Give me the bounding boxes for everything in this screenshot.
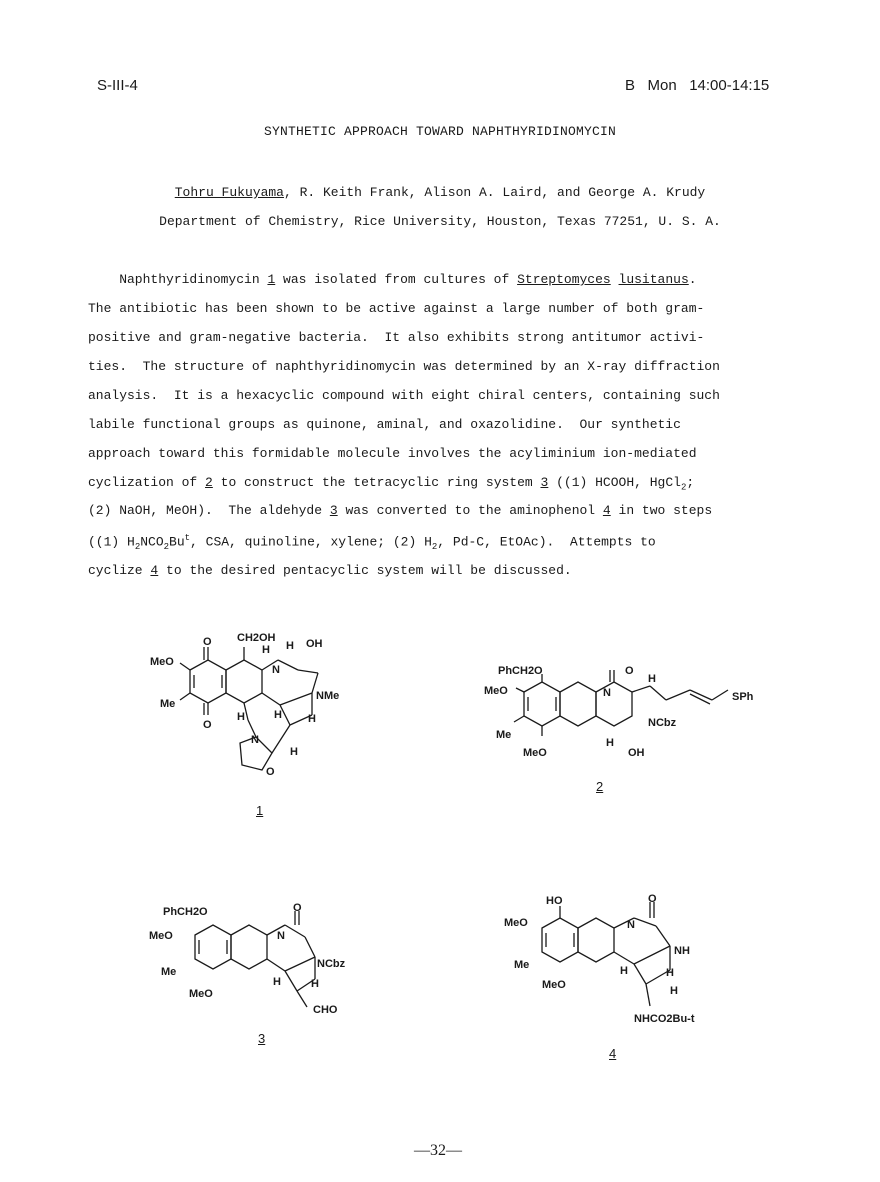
atom-nme: NMe [316, 690, 340, 702]
abstract-line-9: (2) NaOH, MeOH). The aldehyde 3 was converted to the aminophenol 4 in two steps [88, 503, 713, 518]
atom-n: N [603, 687, 611, 699]
atom-h1: H [262, 644, 270, 656]
compound-ref-2: 2 [205, 475, 213, 490]
structure-3-label: 3 [258, 1031, 266, 1046]
abstract-line-2: The antibiotic has been shown to be active against a large number of both gram- [88, 301, 705, 316]
atom-o2: O [203, 719, 212, 731]
compound-ref-3: 3 [540, 475, 549, 490]
structure-3 [149, 895, 375, 1025]
atom-h2: H [606, 737, 614, 749]
co-authors: , R. Keith Frank, Alison A. Laird, and George A. Krudy [283, 185, 706, 200]
atom-ho: HO [546, 895, 563, 907]
atom-n: N [627, 919, 635, 931]
atom-n2: N [251, 734, 259, 746]
structure-1-label: 1 [256, 803, 264, 818]
abstract-line-5: analysis. It is a hexacyclic compound with eight chiral centers, containing such [88, 388, 720, 403]
atom-h3: H [670, 985, 678, 997]
atom-h1: H [273, 976, 281, 988]
atom-h1: H [648, 673, 656, 685]
compound-ref-4b: 4 [150, 563, 159, 578]
abstract-line-10: ((1) $H_2NCO_2Bu^t$, CSA, quinoline, xylene; (2) $H_2$, Pd-C, EtOAc). Attempts to [88, 533, 656, 552]
atom-meo1: MeO [504, 917, 528, 929]
atom-o: O [648, 893, 657, 905]
atom-me: Me [161, 966, 177, 978]
atom-ch2oh: CH2OH [237, 632, 276, 644]
atom-o: O [625, 665, 634, 677]
atom-o1: O [203, 636, 212, 648]
atom-sph: SPh [732, 691, 754, 703]
atom-meo: MeO [150, 656, 174, 668]
atom-meo1: MeO [484, 685, 508, 697]
structure-1-naphthyridinomycin [140, 625, 370, 785]
atom-h2: H [286, 640, 294, 652]
session-code: S-III-4 [97, 77, 138, 94]
atom-oh: OH [628, 747, 645, 759]
atom-o3: O [266, 766, 275, 778]
species: lusitanus [618, 272, 689, 287]
abstract-line-7: approach toward this formidable molecule involves the acyliminium ion-mediated [88, 446, 697, 461]
compound-ref-4: 4 [602, 503, 611, 518]
abstract-line-6: labile functional groups as quinone, aminal, and oxazolidine. Our synthetic [88, 417, 681, 432]
atom-h5: H [308, 713, 316, 725]
abstract-line-1: Naphthyridinomycin 1 was isolated from cultures of Streptomyces lusitanus. [88, 272, 697, 287]
atom-h1: H [620, 965, 628, 977]
session-slot: B Mon 14:00-14:15 [625, 77, 770, 94]
atom-meo2: MeO [542, 979, 566, 991]
atom-meo2: MeO [523, 747, 547, 759]
atom-h2: H [311, 978, 319, 990]
atom-nh: NH [674, 945, 690, 957]
compound-ref-1: 1 [267, 272, 276, 287]
presenting-author: Tohru Fukuyama [174, 185, 284, 200]
atom-ncbz: NCbz [317, 958, 346, 970]
structure-4-label: 4 [609, 1046, 617, 1061]
atom-oh: OH [306, 638, 323, 650]
structure-4 [500, 888, 740, 1028]
compound-ref-3b: 3 [329, 503, 338, 518]
atom-bn: PhCH2O [163, 906, 208, 918]
atom-o: O [293, 902, 302, 914]
abstract-line-4: ties. The structure of naphthyridinomycin was determined by an X-ray diffraction [88, 359, 720, 374]
atom-meo1: MeO [149, 930, 173, 942]
abstract-line-3: positive and gram-negative bacteria. It also exhibits strong antitumor activi- [88, 330, 705, 345]
abstract-line-8: cyclization of 2 to construct the tetracyclic ring system 3 ((1) HCOOH, HgCl$_2$; [88, 475, 695, 493]
atom-h6: H [290, 746, 298, 758]
atom-ncbz: NCbz [648, 717, 677, 729]
atom-cho: CHO [313, 1004, 338, 1016]
authors-line [0, 185, 880, 200]
affiliation: Department of Chemistry, Rice University, Houston, Texas 77251, U. S. A. [159, 214, 721, 229]
page-number: —32— [414, 1142, 462, 1159]
atom-me: Me [160, 698, 176, 710]
atom-bn: PhCH2O [498, 665, 543, 677]
atom-meo2: MeO [189, 988, 213, 1000]
atom-me: Me [514, 959, 530, 971]
atom-n: N [277, 930, 285, 942]
atom-h3: H [237, 711, 245, 723]
structure-2 [480, 660, 780, 770]
structure-2-label: 2 [596, 779, 604, 794]
atom-n1: N [272, 664, 280, 676]
genus: Streptomyces [517, 272, 611, 287]
atom-h4: H [274, 709, 282, 721]
atom-boc: NHCO2Bu-t [634, 1013, 695, 1025]
abstract-line-11: cyclize 4 to the desired pentacyclic system will be discussed. [88, 563, 572, 578]
paper-title: SYNTHETIC APPROACH TOWARD NAPHTHYRIDINOMYCIN [263, 124, 617, 139]
atom-me: Me [496, 729, 512, 741]
atom-h2: H [666, 967, 674, 979]
